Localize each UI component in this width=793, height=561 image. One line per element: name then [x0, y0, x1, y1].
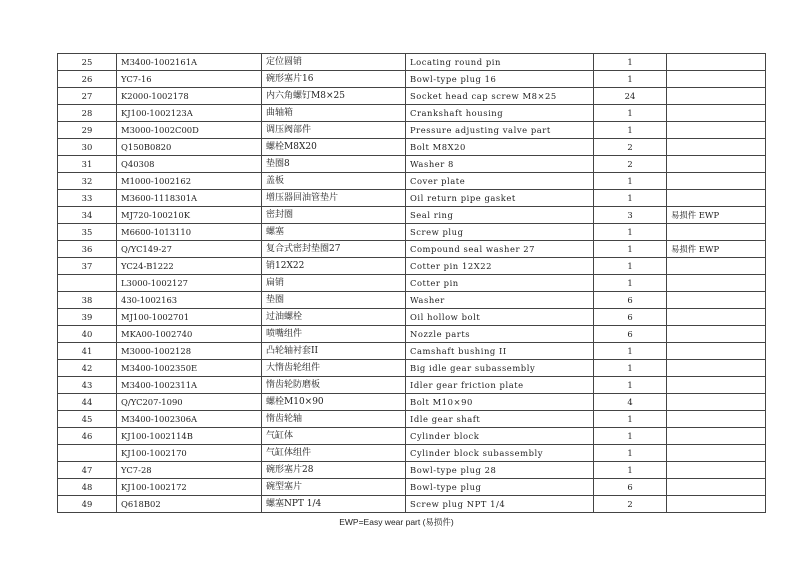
part-number-cell: M3400-1002161A [117, 54, 262, 71]
table-row [58, 309, 766, 326]
remark-cell [667, 275, 766, 292]
table-row [58, 360, 766, 377]
quantity-cell: 1 [594, 122, 667, 139]
item-number-cell: 45 [58, 411, 117, 428]
remark-cell [667, 54, 766, 71]
chinese-name-cell: 气缸体组件 [262, 445, 406, 462]
chinese-name-cell: 过油螺栓 [262, 309, 406, 326]
remark-cell [667, 224, 766, 241]
part-number-cell: M3000-1002128 [117, 343, 262, 360]
item-number-cell: 29 [58, 122, 117, 139]
item-number-cell: 38 [58, 292, 117, 309]
chinese-name-cell: 垫圈8 [262, 156, 406, 173]
table-row [58, 224, 766, 241]
part-number-cell: 430-1002163 [117, 292, 262, 309]
quantity-cell: 1 [594, 71, 667, 88]
english-name-cell: Big idle gear subassembly [406, 360, 594, 377]
table-row [58, 241, 766, 258]
part-number-cell: M3600-1118301A [117, 190, 262, 207]
remark-cell [667, 122, 766, 139]
english-name-cell: Locating round pin [406, 54, 594, 71]
remark-cell [667, 326, 766, 343]
remark-cell [667, 394, 766, 411]
quantity-cell: 1 [594, 275, 667, 292]
english-name-cell: Cotter pin [406, 275, 594, 292]
table-row [58, 377, 766, 394]
part-number-cell: YC7-16 [117, 71, 262, 88]
english-name-cell: Bowl-type plug [406, 479, 594, 496]
remark-cell: 易损件 EWP [667, 241, 766, 258]
quantity-cell: 4 [594, 394, 667, 411]
table-row [58, 292, 766, 309]
item-number-cell: 48 [58, 479, 117, 496]
chinese-name-cell: 螺栓M10×90 [262, 394, 406, 411]
english-name-cell: Bolt M10×90 [406, 394, 594, 411]
chinese-name-cell: 密封圈 [262, 207, 406, 224]
chinese-name-cell: 碗形塞片16 [262, 71, 406, 88]
part-number-cell: L3000-1002127 [117, 275, 262, 292]
english-name-cell: Bolt M8X20 [406, 139, 594, 156]
part-number-cell: Q/YC149-27 [117, 241, 262, 258]
table-row [58, 428, 766, 445]
english-name-cell: Pressure adjusting valve part [406, 122, 594, 139]
part-number-cell: M3400-1002311A [117, 377, 262, 394]
part-number-cell: M3400-1002306A [117, 411, 262, 428]
parts-table [57, 53, 766, 513]
table-row [58, 156, 766, 173]
item-number-cell: 40 [58, 326, 117, 343]
remark-cell [667, 496, 766, 513]
chinese-name-cell: 定位圆销 [262, 54, 406, 71]
part-number-cell: Q618B02 [117, 496, 262, 513]
part-number-cell: M3000-1002C00D [117, 122, 262, 139]
chinese-name-cell: 惰齿轮防磨板 [262, 377, 406, 394]
part-number-cell: MJ720-100210K [117, 207, 262, 224]
part-number-cell: MKA00-1002740 [117, 326, 262, 343]
table-row [58, 173, 766, 190]
quantity-cell: 6 [594, 479, 667, 496]
table-row [58, 445, 766, 462]
table-row [58, 479, 766, 496]
table-row [58, 496, 766, 513]
chinese-name-cell: 盖板 [262, 173, 406, 190]
english-name-cell: Crankshaft housing [406, 105, 594, 122]
part-number-cell: M6600-1013110 [117, 224, 262, 241]
remark-cell [667, 360, 766, 377]
quantity-cell: 24 [594, 88, 667, 105]
quantity-cell: 1 [594, 190, 667, 207]
item-number-cell: 28 [58, 105, 117, 122]
quantity-cell: 1 [594, 54, 667, 71]
chinese-name-cell: 调压阀部件 [262, 122, 406, 139]
part-number-cell: M3400-1002350E [117, 360, 262, 377]
chinese-name-cell: 凸轮轴衬套II [262, 343, 406, 360]
part-number-cell: KJ100-1002172 [117, 479, 262, 496]
english-name-cell: Idle gear shaft [406, 411, 594, 428]
quantity-cell: 2 [594, 496, 667, 513]
remark-cell [667, 309, 766, 326]
table-row [58, 207, 766, 224]
chinese-name-cell: 增压器回油管垫片 [262, 190, 406, 207]
part-number-cell: Q40308 [117, 156, 262, 173]
quantity-cell: 1 [594, 343, 667, 360]
table-row [58, 122, 766, 139]
quantity-cell: 1 [594, 377, 667, 394]
part-number-cell: YC24-B1222 [117, 258, 262, 275]
chinese-name-cell: 复合式密封垫圈27 [262, 241, 406, 258]
english-name-cell: Seal ring [406, 207, 594, 224]
item-number-cell: 36 [58, 241, 117, 258]
chinese-name-cell: 螺塞NPT 1/4 [262, 496, 406, 513]
parts-table-body [58, 54, 766, 513]
english-name-cell: Washer 8 [406, 156, 594, 173]
quantity-cell: 1 [594, 258, 667, 275]
quantity-cell: 6 [594, 326, 667, 343]
remark-cell [667, 292, 766, 309]
english-name-cell: Compound seal washer 27 [406, 241, 594, 258]
table-row [58, 88, 766, 105]
quantity-cell: 1 [594, 224, 667, 241]
item-number-cell: 33 [58, 190, 117, 207]
part-number-cell: MJ100-1002701 [117, 309, 262, 326]
table-row [58, 275, 766, 292]
english-name-cell: Bowl-type plug 16 [406, 71, 594, 88]
item-number-cell: 35 [58, 224, 117, 241]
english-name-cell: Camshaft bushing II [406, 343, 594, 360]
item-number-cell: 32 [58, 173, 117, 190]
english-name-cell: Nozzle parts [406, 326, 594, 343]
part-number-cell: Q/YC207-1090 [117, 394, 262, 411]
remark-cell [667, 190, 766, 207]
chinese-name-cell: 销12X22 [262, 258, 406, 275]
english-name-cell: Oil hollow bolt [406, 309, 594, 326]
chinese-name-cell: 曲轴箱 [262, 105, 406, 122]
chinese-name-cell: 大惰齿轮组件 [262, 360, 406, 377]
remark-cell [667, 343, 766, 360]
chinese-name-cell: 扁销 [262, 275, 406, 292]
quantity-cell: 1 [594, 411, 667, 428]
english-name-cell: Cotter pin 12X22 [406, 258, 594, 275]
chinese-name-cell: 内六角螺钉M8×25 [262, 88, 406, 105]
quantity-cell: 2 [594, 156, 667, 173]
item-number-cell: 46 [58, 428, 117, 445]
chinese-name-cell: 碗形塞片28 [262, 462, 406, 479]
english-name-cell: Bowl-type plug 28 [406, 462, 594, 479]
part-number-cell: M1000-1002162 [117, 173, 262, 190]
quantity-cell: 2 [594, 139, 667, 156]
quantity-cell: 1 [594, 445, 667, 462]
item-number-cell: 31 [58, 156, 117, 173]
table-row [58, 462, 766, 479]
item-number-cell: 27 [58, 88, 117, 105]
item-number-cell: 34 [58, 207, 117, 224]
remark-cell [667, 71, 766, 88]
english-name-cell: Cover plate [406, 173, 594, 190]
quantity-cell: 1 [594, 360, 667, 377]
table-row [58, 326, 766, 343]
item-number-cell [58, 445, 117, 462]
table-row [58, 190, 766, 207]
table-row [58, 71, 766, 88]
part-number-cell: KJ100-1002123A [117, 105, 262, 122]
remark-cell [667, 377, 766, 394]
remark-cell [667, 139, 766, 156]
chinese-name-cell: 螺塞 [262, 224, 406, 241]
remark-cell [667, 88, 766, 105]
quantity-cell: 1 [594, 428, 667, 445]
remark-cell [667, 428, 766, 445]
quantity-cell: 6 [594, 309, 667, 326]
remark-cell [667, 105, 766, 122]
part-number-cell: Q150B0820 [117, 139, 262, 156]
quantity-cell: 1 [594, 241, 667, 258]
quantity-cell: 1 [594, 105, 667, 122]
table-row [58, 258, 766, 275]
quantity-cell: 1 [594, 173, 667, 190]
item-number-cell: 37 [58, 258, 117, 275]
remark-cell [667, 445, 766, 462]
item-number-cell: 42 [58, 360, 117, 377]
remark-cell [667, 173, 766, 190]
english-name-cell: Oil return pipe gasket [406, 190, 594, 207]
item-number-cell [58, 275, 117, 292]
table-row [58, 54, 766, 71]
remark-cell [667, 411, 766, 428]
chinese-name-cell: 惰齿轮轴 [262, 411, 406, 428]
table-row [58, 139, 766, 156]
chinese-name-cell: 垫圈 [262, 292, 406, 309]
remark-cell [667, 479, 766, 496]
item-number-cell: 39 [58, 309, 117, 326]
english-name-cell: Screw plug [406, 224, 594, 241]
english-name-cell: Cylinder block subassembly [406, 445, 594, 462]
item-number-cell: 25 [58, 54, 117, 71]
item-number-cell: 43 [58, 377, 117, 394]
part-number-cell: KJ100-1002114B [117, 428, 262, 445]
part-number-cell: K2000-1002178 [117, 88, 262, 105]
remark-cell: 易损件 EWP [667, 207, 766, 224]
english-name-cell: Socket head cap screw M8×25 [406, 88, 594, 105]
item-number-cell: 30 [58, 139, 117, 156]
english-name-cell: Screw plug NPT 1/4 [406, 496, 594, 513]
item-number-cell: 47 [58, 462, 117, 479]
chinese-name-cell: 喷嘴组件 [262, 326, 406, 343]
table-row [58, 105, 766, 122]
english-name-cell: Washer [406, 292, 594, 309]
chinese-name-cell: 螺栓M8X20 [262, 139, 406, 156]
remark-cell [667, 156, 766, 173]
part-number-cell: KJ100-1002170 [117, 445, 262, 462]
english-name-cell: Idler gear friction plate [406, 377, 594, 394]
english-name-cell: Cylinder block [406, 428, 594, 445]
quantity-cell: 3 [594, 207, 667, 224]
item-number-cell: 26 [58, 71, 117, 88]
chinese-name-cell: 气缸体 [262, 428, 406, 445]
item-number-cell: 41 [58, 343, 117, 360]
footnote: EWP=Easy wear part (易损件) [339, 517, 454, 527]
table-row [58, 411, 766, 428]
remark-cell [667, 258, 766, 275]
remark-cell [667, 462, 766, 479]
item-number-cell: 44 [58, 394, 117, 411]
quantity-cell: 6 [594, 292, 667, 309]
table-row [58, 343, 766, 360]
table-row [58, 394, 766, 411]
part-number-cell: YC7-28 [117, 462, 262, 479]
item-number-cell: 49 [58, 496, 117, 513]
quantity-cell: 1 [594, 462, 667, 479]
chinese-name-cell: 碗型塞片 [262, 479, 406, 496]
